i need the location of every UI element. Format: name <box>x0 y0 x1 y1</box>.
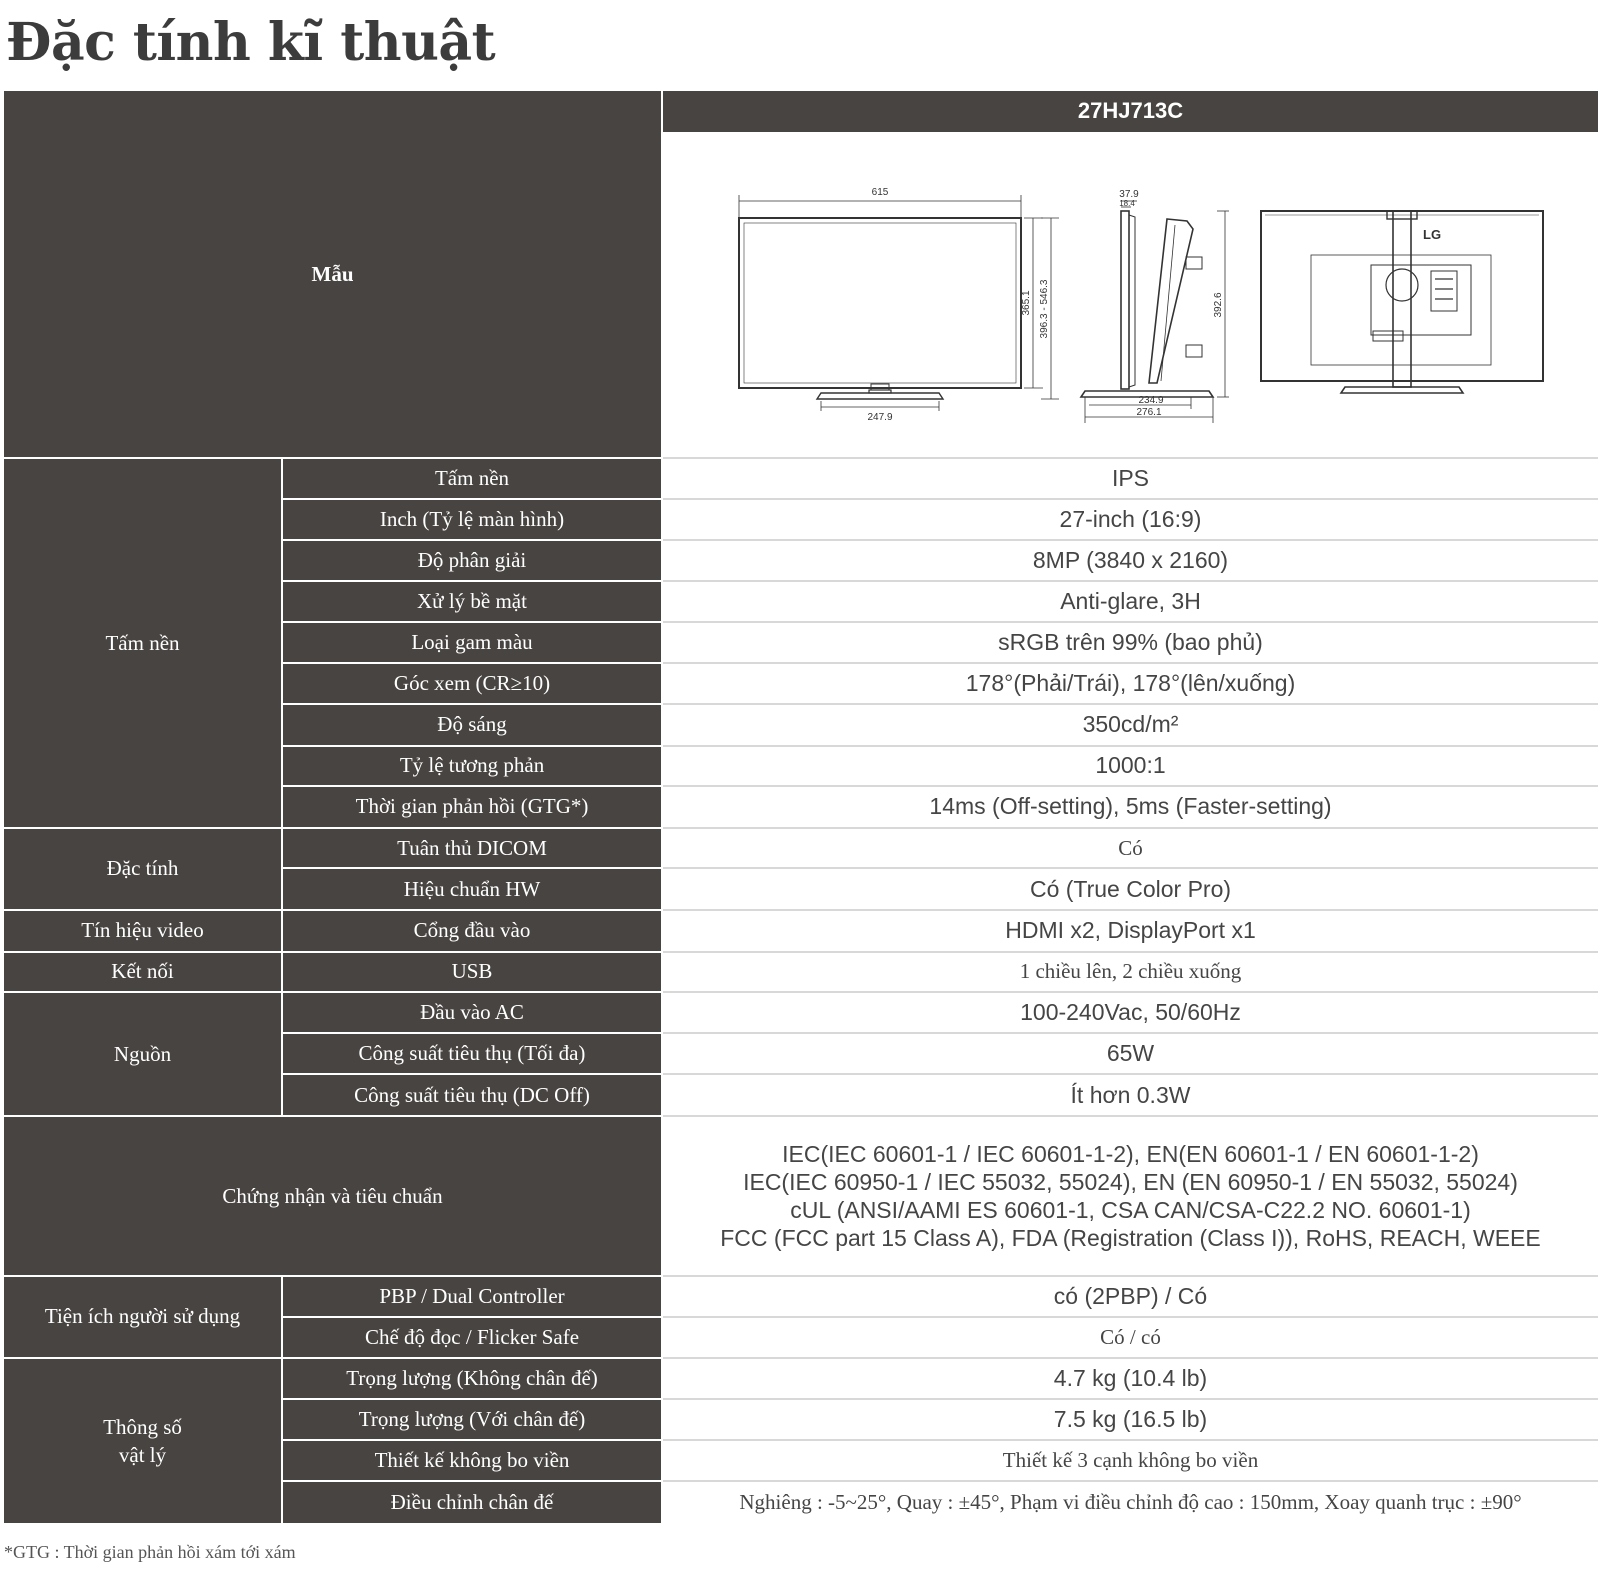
spec-value: Có <box>662 828 1598 869</box>
spec-value: sRGB trên 99% (bao phủ) <box>662 622 1598 664</box>
spec-value: 8MP (3840 x 2160) <box>662 540 1598 582</box>
spec-label: Thiết kế không bo viền <box>282 1440 662 1482</box>
spec-value: Có / có <box>662 1317 1598 1358</box>
group-physical-line1: Thông số <box>103 1414 182 1439</box>
group-physical <box>4 1358 282 1523</box>
cert-line: FCC (FCC part 15 Class A), FDA (Registration (Class I)), RoHS, REACH, WEEE <box>720 1225 1541 1252</box>
side-stand-depth-label: 276.1 <box>1135 407 1162 419</box>
group-connect: Kết nối <box>4 952 282 993</box>
side-view-drawing <box>1081 201 1229 423</box>
spec-label: Tấm nền <box>282 458 662 499</box>
spec-label: Chế độ đọc / Flicker Safe <box>282 1317 662 1358</box>
spec-label: Inch (Tỷ lệ màn hình) <box>282 499 662 540</box>
spec-label: PBP / Dual Controller <box>282 1276 662 1317</box>
cert-cell <box>662 1116 1598 1276</box>
back-logo: LG <box>1422 227 1441 243</box>
front-view-drawing <box>739 195 1059 411</box>
model-name: 27HJ713C <box>662 91 1598 133</box>
spec-value: 1 chiều lên, 2 chiều xuống <box>662 952 1598 993</box>
front-width-label: 615 <box>871 187 888 199</box>
cert-list <box>720 1140 1541 1252</box>
group-video: Tín hiệu video <box>4 910 282 952</box>
spec-label: Đầu vào AC <box>282 992 662 1033</box>
group-power: Nguồn <box>4 992 282 1116</box>
spec-label: Trọng lượng (Không chân đế) <box>282 1358 662 1400</box>
dimension-drawings <box>662 133 1598 459</box>
group-cert: Chứng nhận và tiêu chuẩn <box>4 1116 662 1276</box>
group-convenience: Tiện ích người sử dụng <box>4 1276 282 1357</box>
spec-value: 350cd/m² <box>662 704 1598 746</box>
spec-value: 178°(Phải/Trái), 178°(lên/xuống) <box>662 663 1598 704</box>
spec-value: Ít hơn 0.3W <box>662 1074 1598 1116</box>
cert-line: cUL (ANSI/AAMI ES 60601-1, CSA CAN/CSA-C22.2 NO. 60601-1) <box>790 1197 1471 1224</box>
spec-value: có (2PBP) / Có <box>662 1276 1598 1317</box>
spec-label: Xử lý bề mặt <box>282 581 662 622</box>
spec-label: Hiệu chuẩn HW <box>282 868 662 910</box>
spec-table <box>4 91 1598 1523</box>
model-label: Mẫu <box>311 261 354 286</box>
model-label-cell <box>4 91 662 458</box>
side-depth-inner-label: 18.4 <box>1118 199 1135 209</box>
side-depth-top-label: 37.9 <box>1118 189 1139 201</box>
spec-label: Loại gam màu <box>282 622 662 664</box>
spec-label: Độ sáng <box>282 704 662 746</box>
group-panel: Tấm nền <box>4 458 282 827</box>
spec-value: Có (True Color Pro) <box>662 868 1598 910</box>
cert-line: IEC(IEC 60601-1 / IEC 60601-1-2), EN(EN 60601-1 / EN 60601-1-2) <box>782 1141 1479 1168</box>
spec-value: Thiết kế 3 cạnh không bo viền <box>662 1440 1598 1482</box>
spec-label: Trọng lượng (Với chân đế) <box>282 1399 662 1440</box>
dimension-drawing-svg <box>681 145 1581 445</box>
group-physical-line2: vật lý <box>118 1442 167 1467</box>
spec-value: 14ms (Off-setting), 5ms (Faster-setting) <box>662 786 1598 828</box>
spec-label: Độ phân giải <box>282 540 662 582</box>
spec-value: 100-240Vac, 50/60Hz <box>662 992 1598 1033</box>
front-stand-width-label: 247.9 <box>866 412 893 424</box>
footnote: *GTG : Thời gian phản hồi xám tới xám <box>4 1542 296 1562</box>
spec-label: Điều chỉnh chân đế <box>282 1481 662 1523</box>
spec-value: Nghiêng : -5~25°, Quay : ±45°, Phạm vi điều chỉnh độ cao : 150mm, Xoay quanh trục : ±90° <box>662 1481 1598 1523</box>
spec-label: Công suất tiêu thụ (Tối đa) <box>282 1033 662 1075</box>
spec-value: Anti-glare, 3H <box>662 581 1598 622</box>
front-height-range-label: 396.3 - 546.3 <box>1038 280 1050 339</box>
group-features: Đặc tính <box>4 828 282 910</box>
spec-label: Tỷ lệ tương phản <box>282 746 662 787</box>
side-stand-inner-label: 234.9 <box>1137 395 1164 407</box>
spec-label: Góc xem (CR≥10) <box>282 663 662 704</box>
page-title: Đặc tính kĩ thuật <box>6 12 496 73</box>
spec-value: 27-inch (16:9) <box>662 499 1598 540</box>
spec-value: HDMI x2, DisplayPort x1 <box>662 910 1598 952</box>
front-height-label: 365.1 <box>1020 290 1032 316</box>
cert-line: IEC(IEC 60950-1 / IEC 55032, 55024), EN (EN 60950-1 / EN 55032, 55024) <box>743 1169 1518 1196</box>
side-height-label: 392.6 <box>1212 292 1224 318</box>
spec-value: IPS <box>662 458 1598 499</box>
spec-value: 65W <box>662 1033 1598 1075</box>
spec-label: Cổng đầu vào <box>282 910 662 952</box>
back-view-drawing <box>1261 211 1543 393</box>
spec-value: 1000:1 <box>662 746 1598 787</box>
spec-label: Tuân thủ DICOM <box>282 828 662 869</box>
spec-label: Công suất tiêu thụ (DC Off) <box>282 1074 662 1116</box>
spec-value: 7.5 kg (16.5 lb) <box>662 1399 1598 1440</box>
spec-label: USB <box>282 952 662 993</box>
spec-label: Thời gian phản hồi (GTG*) <box>282 786 662 828</box>
spec-value: 4.7 kg (10.4 lb) <box>662 1358 1598 1400</box>
